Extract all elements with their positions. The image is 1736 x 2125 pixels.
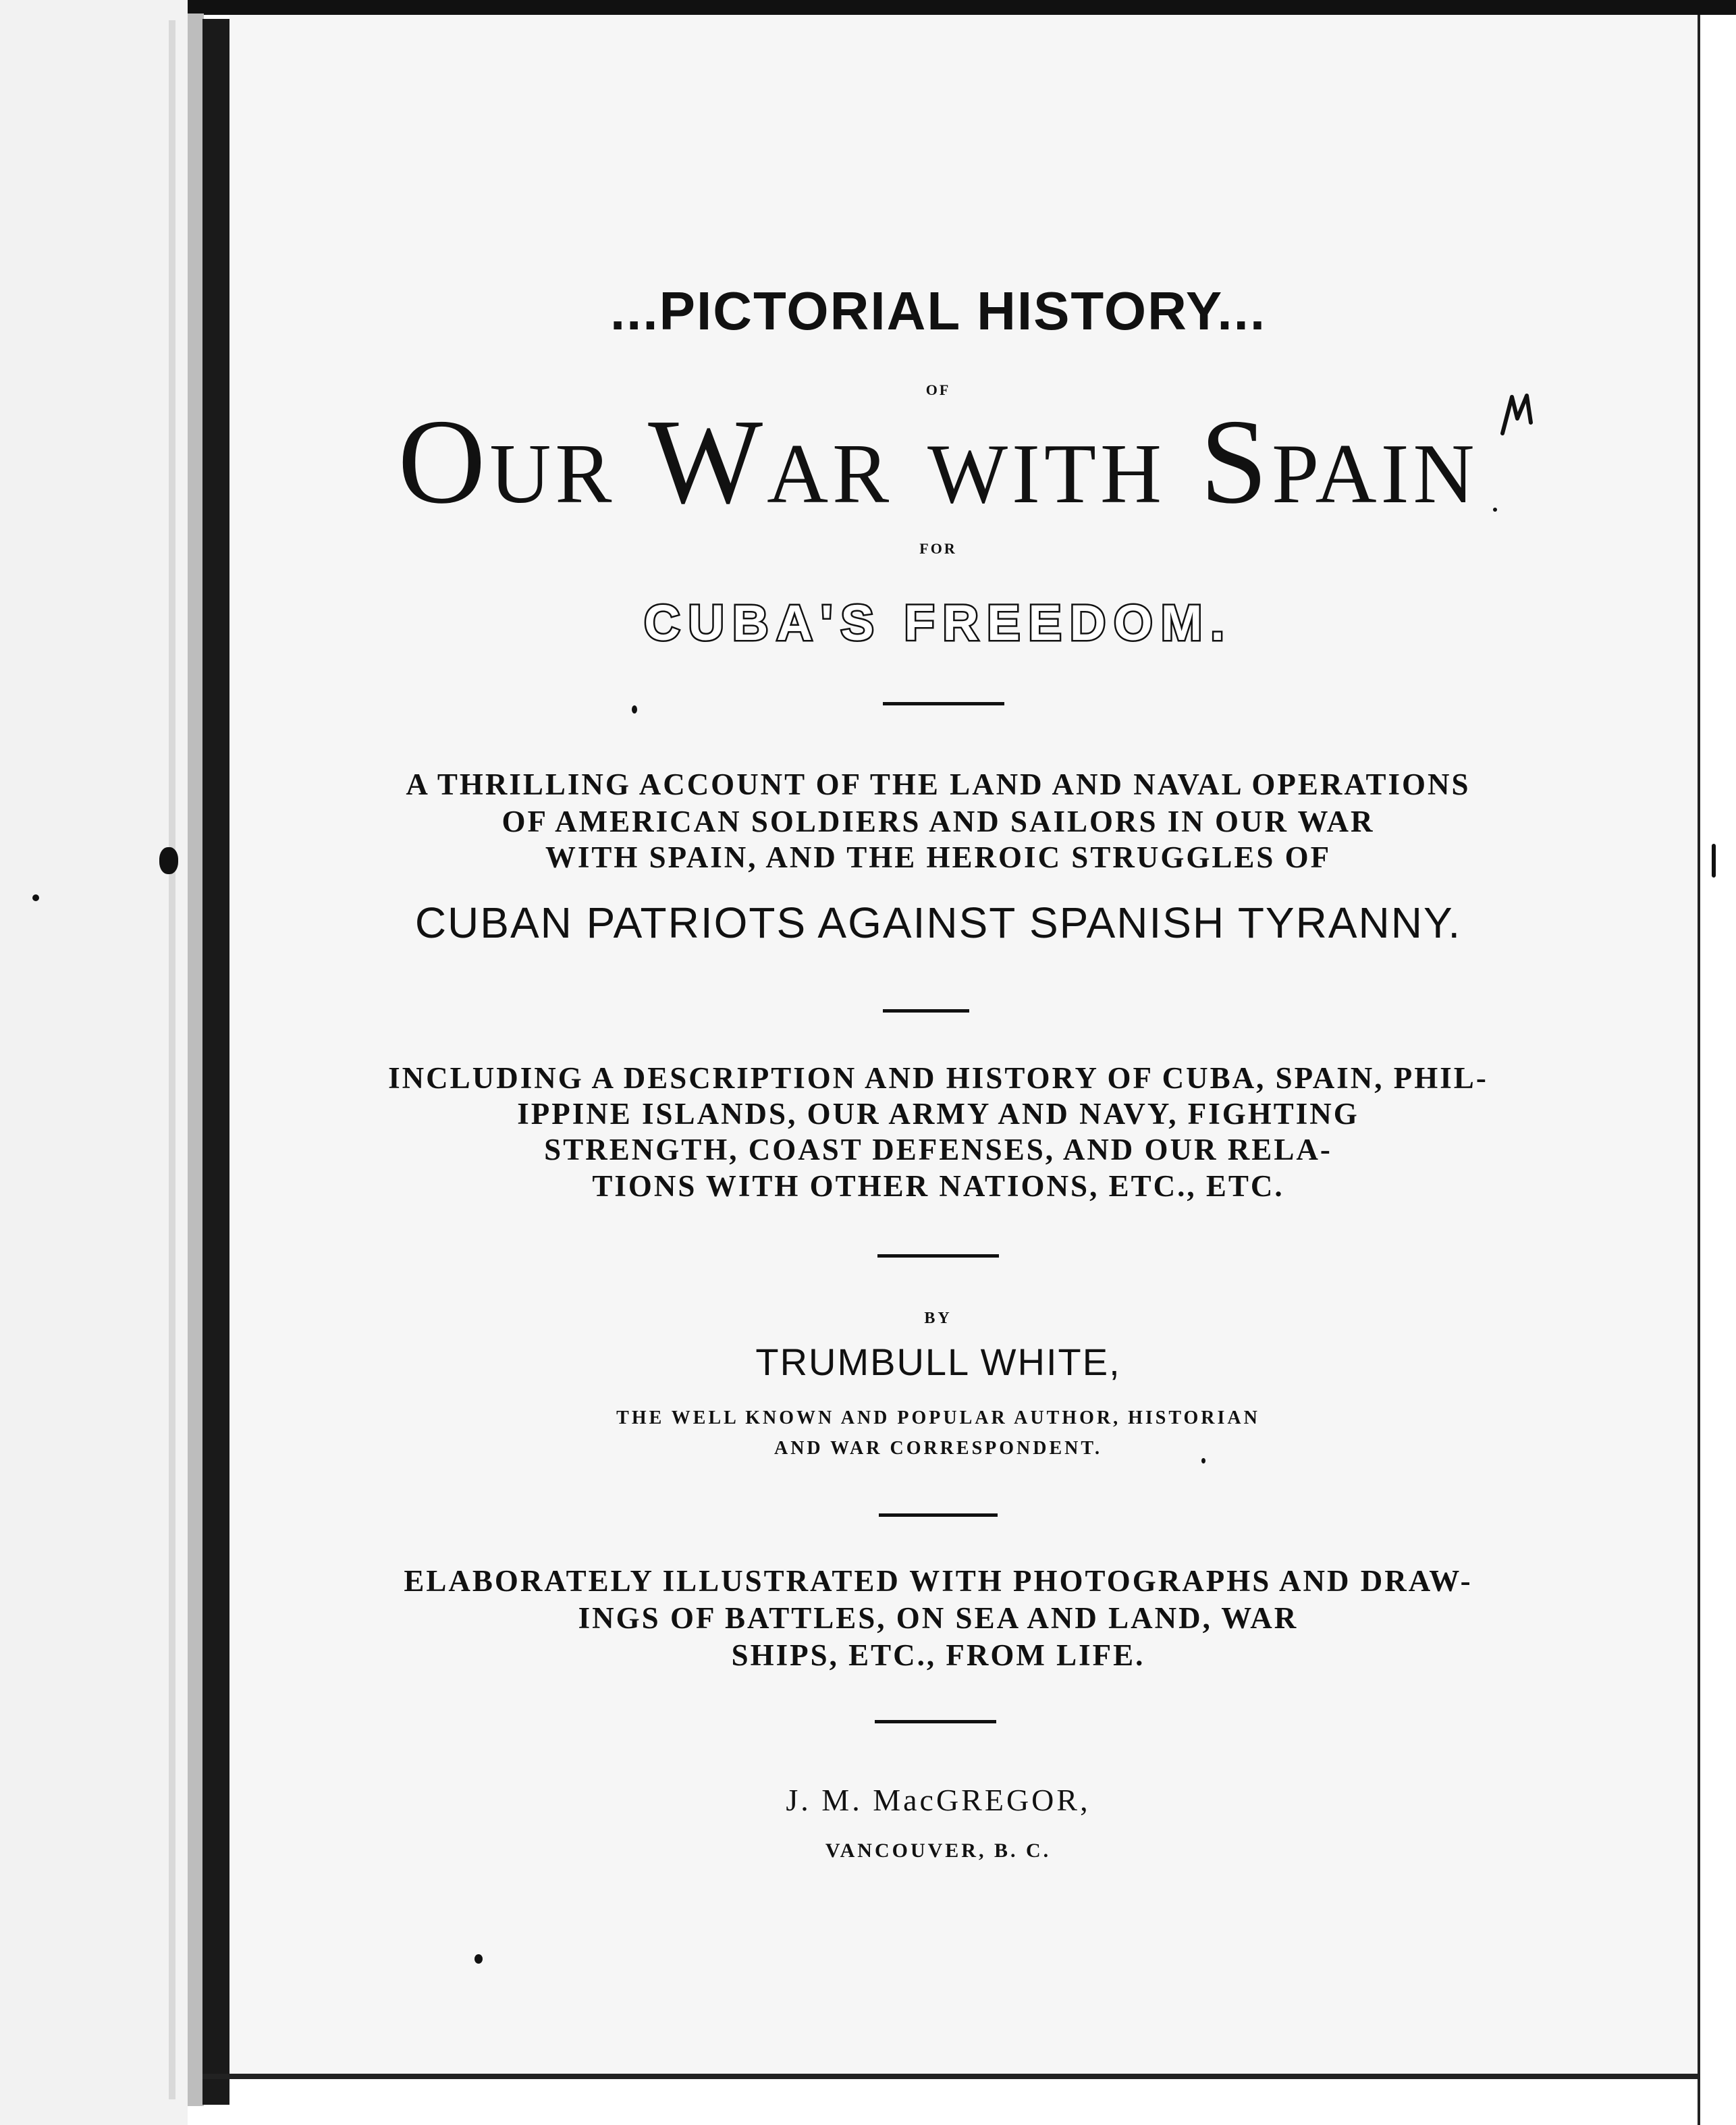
publisher-name: J. M. MacGREGOR, bbox=[786, 1783, 1091, 1817]
subtitle-line: WITH SPAIN, AND THE HEROIC STRUGGLES OF bbox=[545, 840, 1332, 874]
ink-speck bbox=[474, 1954, 483, 1964]
by-word: BY bbox=[924, 1310, 952, 1327]
description-line: IPPINE ISLANDS, OUR ARMY AND NAVY, FIGHTING bbox=[517, 1097, 1359, 1131]
illustration-note-line: ELABORATELY ILLUSTRATED WITH PHOTOGRAPHS AND DRAW- bbox=[404, 1564, 1473, 1598]
ink-speck bbox=[32, 894, 39, 901]
author-description-line: THE WELL KNOWN AND POPULAR AUTHOR, HISTORIAN bbox=[616, 1407, 1260, 1428]
author-description-line: AND WAR CORRESPONDENT. bbox=[774, 1438, 1102, 1459]
divider-rule bbox=[883, 702, 1004, 705]
main-title: Our War with Spain bbox=[398, 394, 1479, 529]
subtitle-line: A THRILLING ACCOUNT OF THE LAND AND NAVAL OPERATIONS bbox=[406, 768, 1471, 801]
description-line: TIONS WITH OTHER NATIONS, ETC., ETC. bbox=[592, 1169, 1284, 1203]
divider-rule bbox=[879, 1513, 998, 1517]
title-cubas-freedom: CUBA'S FREEDOM. bbox=[644, 595, 1232, 651]
description-line: STRENGTH, COAST DEFENSES, AND OUR RELA- bbox=[544, 1133, 1332, 1166]
illustration-note-line: SHIPS, ETC., FROM LIFE. bbox=[731, 1638, 1145, 1672]
book-gutter bbox=[202, 19, 229, 2105]
divider-rule bbox=[883, 1009, 969, 1013]
ink-speck bbox=[632, 705, 637, 714]
cuban-patriots-heading: CUBAN PATRIOTS AGAINST SPANISH TYRANNY. bbox=[414, 898, 1462, 947]
facing-page-edge bbox=[169, 20, 175, 2099]
facing-page bbox=[0, 0, 188, 2125]
subtitle-line: OF AMERICAN SOLDIERS AND SAILORS IN OUR WAR bbox=[501, 805, 1375, 838]
illustration-note-line: INGS OF BATTLES, ON SEA AND LAND, WAR bbox=[578, 1601, 1299, 1635]
connector-for: FOR bbox=[919, 540, 957, 557]
handwritten-pencil-mark bbox=[1497, 392, 1544, 446]
divider-rule bbox=[877, 1254, 999, 1258]
scan-top-border bbox=[0, 0, 1736, 15]
gutter-shadow bbox=[188, 14, 204, 2106]
divider-rule bbox=[875, 1720, 996, 1723]
description-line: INCLUDING A DESCRIPTION AND HISTORY OF CUBA, SPAIN, PHIL- bbox=[388, 1061, 1488, 1095]
ink-speck bbox=[159, 847, 178, 874]
ink-speck bbox=[1493, 508, 1497, 512]
author-name: TRUMBULL WHITE, bbox=[755, 1341, 1121, 1383]
ink-speck bbox=[1712, 844, 1716, 878]
title-line-pictorial-history: ...PICTORIAL HISTORY... bbox=[609, 281, 1267, 341]
scan-bottom-edge bbox=[202, 2074, 1700, 2079]
connector-of: OF bbox=[925, 381, 951, 398]
ink-speck bbox=[1201, 1458, 1205, 1463]
publisher-place: VANCOUVER, B. C. bbox=[825, 1839, 1052, 1862]
title-page-edge bbox=[1698, 15, 1736, 2125]
